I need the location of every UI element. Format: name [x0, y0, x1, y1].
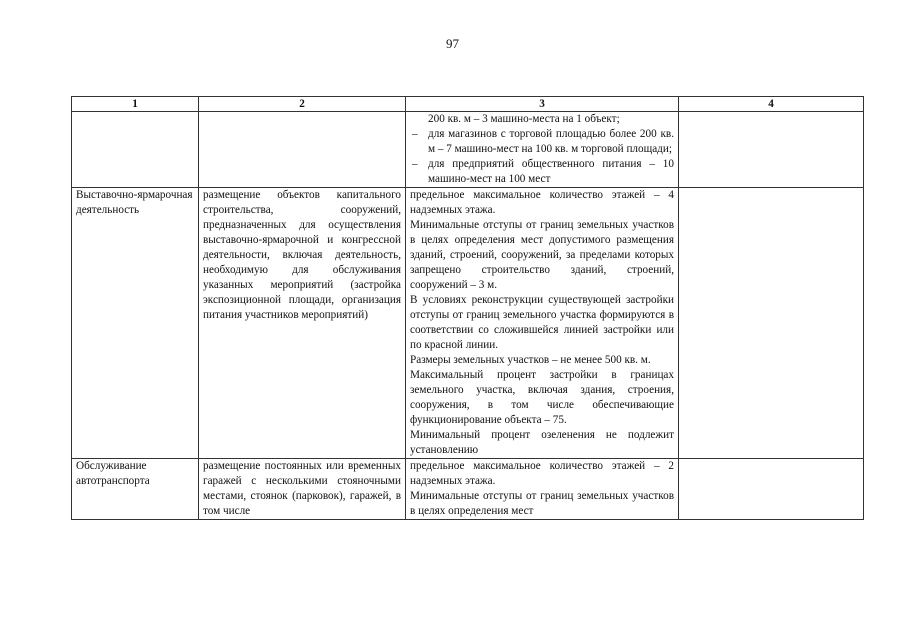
cell-use-type: Выставочно-ярмарочная деятельность: [72, 188, 199, 459]
regulations-table: [71, 96, 864, 520]
table-header-row: [72, 97, 864, 112]
table-row-auto-service: [72, 459, 864, 520]
param-paragraph: Минимальные отступы от границ земельных участков в целях определения мест: [410, 490, 674, 517]
cell-parameters: [406, 459, 679, 520]
list-text: для магазинов с торговой площадью более 200 кв. м – 7 машино-мест на 100 кв. м торговой площади;: [428, 128, 674, 155]
cell-parameters: [406, 188, 679, 459]
table-row-exhibition: [72, 188, 864, 459]
cell-empty: [679, 459, 864, 520]
page-number: 97: [446, 36, 459, 51]
header-col-4: 4: [679, 97, 864, 112]
list-text: 200 кв. м – 3 машино-места на 1 объект;: [428, 113, 620, 125]
list-item: [410, 127, 674, 157]
list-dash: –: [412, 128, 418, 140]
list-dash: –: [412, 158, 418, 170]
cell-empty: [679, 112, 864, 188]
param-paragraph: В условиях реконструкции существующей застройки отступы от границ земельного участка формируются в соответствии со сложившейся линией застройки или по красной линии.: [410, 294, 674, 351]
list-item: [410, 157, 674, 187]
param-paragraph: предельное максимальное количество этажей – 2 надземных этажа.: [410, 460, 674, 487]
table-row-continuation: [72, 112, 864, 188]
param-paragraph: предельное максимальное количество этажей – 4 надземных этажа.: [410, 189, 674, 216]
header-col-3: 3: [406, 97, 679, 112]
list-text: для предприятий общественного питания – 10 машино-мест на 100 мест: [428, 158, 674, 185]
cell-empty: [679, 188, 864, 459]
param-paragraph: Минимальные отступы от границ земельных участков в целях определения мест допустимого размещения зданий, строений, сооружений, за пределами которых запрещено строительство зданий, строений, сооружений – 3 м.: [410, 219, 674, 291]
param-paragraph: Максимальный процент застройки в границах земельного участка, включая здания, строения, сооружения, в том числе обеспечивающие функционирование объекта – 75.: [410, 369, 674, 426]
list-item: [410, 112, 674, 127]
cell-use-type: Обслуживание автотранспорта: [72, 459, 199, 520]
param-paragraph: Минимальный процент озеленения не подлежит установлению: [410, 429, 674, 456]
header-col-2: 2: [199, 97, 406, 112]
cell-parking-norms: [406, 112, 679, 188]
param-paragraph: Размеры земельных участков – не менее 500 кв. м.: [410, 354, 651, 366]
cell-empty: [199, 112, 406, 188]
cell-use-description: размещение объектов капитального строительства, сооружений, предназначенных для осуществления выставочно-ярмарочной и конгрессной деятельности, включая деятельность, необходимую для обслуживания указанных мероприятий (застройка экспозиционной площади, организация питания участников мероприятий): [199, 188, 406, 459]
cell-empty: [72, 112, 199, 188]
cell-use-description: размещение постоянных или временных гаражей с несколькими стояночными местами, стоянок (парковок), гаражей, в том числе: [199, 459, 406, 520]
header-col-1: 1: [72, 97, 199, 112]
